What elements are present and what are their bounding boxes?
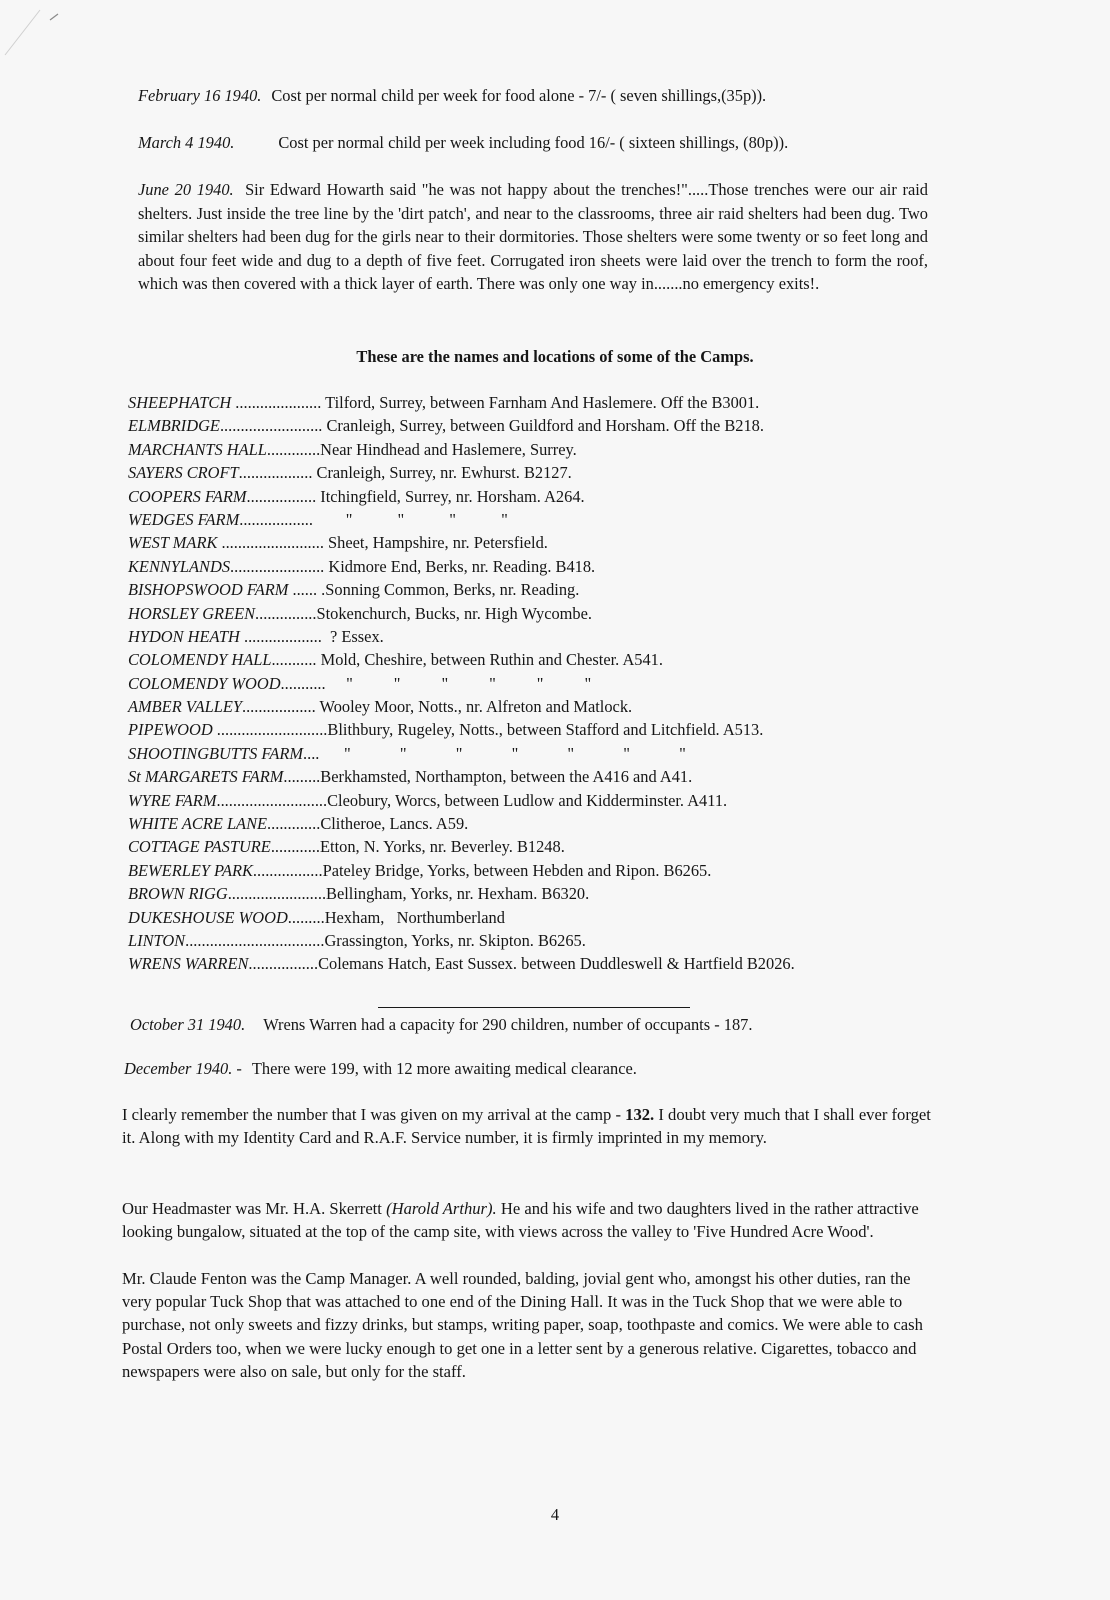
entry-date: March 4 1940.	[138, 133, 235, 152]
camp-location: .Sonning Common, Berks, nr. Reading.	[317, 580, 580, 600]
camp-location: Tilford, Surrey, between Farnham And Haslemere. Off the B3001.	[321, 393, 760, 412]
camp-leader-dots: .........................	[219, 416, 323, 436]
camp-name: HORSLEY GREEN	[128, 603, 256, 623]
camp-name: KENNYLANDS	[128, 556, 231, 576]
camp-row	[128, 416, 948, 439]
camp-location: Wooley Moor, Notts., nr. Alfreton and Matlock.	[315, 697, 633, 717]
paragraph-text: He and his wife and two daughters lived in the rather attractive looking bungalow, situated at the top of the camp site, with views across the valley to 'Five Hundred Acre Wood'.	[122, 1199, 919, 1242]
camp-name: St MARGARETS FARM	[128, 767, 284, 787]
camp-row	[128, 908, 948, 931]
camp-location: Bellingham, Yorks, nr. Hexham. B6320.	[326, 884, 590, 904]
camp-row	[128, 580, 948, 603]
camp-leader-dots: .........................	[217, 533, 324, 553]
camp-leader-dots: ..................	[239, 509, 313, 529]
camp-name: AMBER VALLEY	[128, 697, 242, 717]
camp-row	[128, 463, 948, 486]
camp-location: Near Hindhead and Haslemere, Surrey.	[320, 439, 577, 459]
camp-location: Etton, N. Yorks, nr. Beverley. B1248.	[320, 837, 565, 857]
camp-location: Grassington, Yorks, nr. Skipton. B6265.	[324, 930, 586, 950]
camp-leader-dots: .......................	[230, 556, 325, 576]
camp-leader-dots: ...........	[271, 650, 317, 670]
camp-name: WYRE FARM	[128, 790, 217, 810]
camp-name: LINTON	[128, 930, 186, 950]
camp-row	[128, 674, 948, 697]
camp-row	[128, 440, 948, 463]
camp-row	[128, 884, 948, 907]
camp-leader-dots: ............	[270, 837, 320, 857]
camp-leader-dots: ...................	[239, 626, 322, 646]
camp-location: Blithbury, Rugeley, Notts., between Stafford and Litchfield. A513.	[327, 720, 764, 740]
camp-name: WHITE ACRE LANE	[128, 814, 268, 834]
camp-location: Mold, Cheshire, between Ruthin and Chester. A541.	[316, 650, 663, 670]
camp-leader-dots: .............	[266, 439, 321, 459]
camp-name: WEST MARK	[128, 533, 218, 553]
entry-mar-1940	[138, 131, 938, 155]
camp-leader-dots: .............	[267, 814, 321, 834]
paragraph-text: Our Headmaster was Mr. H.A. Skerrett	[122, 1199, 387, 1218]
entry-text: Wrens Warren had a capacity for 290 children, number of occupants - 187.	[263, 1015, 753, 1034]
camp-name: PIPEWOOD	[128, 720, 213, 740]
camp-leader-dots: .........	[287, 907, 325, 927]
camp-row	[128, 697, 948, 720]
entry-text: Sir Edward Howarth said "he was not happy about the trenches!".....Those trenches were our air raid shelters. Just inside the tree line by the 'dirt patch', and near to the classrooms, three air raid shelters had been dug. Two similar shelters had been dug for the girls near to their dormitories. Those shelters were some twenty or so feet long and about four feet wide and dug to a depth of five feet. Corrugated iron sheets were laid over the trench to form the roof, which was then covered with a thick layer of earth. There was only one way in.......no emergency exits!.	[138, 180, 929, 293]
camp-location: Cranleigh, Surrey, nr. Ewhurst. B2127.	[312, 463, 572, 483]
camp-row	[128, 791, 948, 814]
camp-row	[128, 744, 948, 767]
camp-row	[128, 604, 948, 627]
paragraph-camp-manager: Mr. Claude Fenton was the Camp Manager. A well rounded, balding, jovial gent who, amongst his other duties, ran the very popular Tuck Shop that was attached to one end of the Dining Hall. It was in the Tuck Shop that we were able to purchase, not only sweets and fizzy drinks, but stamps, writing paper, soap, toothpaste and comics. We were able to cash Postal Orders too, when we were lucky enough to get one in a letter sent by a generous relative. Cigarettes, tobacco and newspapers were also on sale, but only for the staff.	[122, 1269, 923, 1381]
camp-name: BROWN RIGG	[128, 884, 228, 904]
camp-row	[128, 931, 948, 954]
paragraph-text: I clearly remember the number that I was given on my arrival at the camp -	[122, 1105, 626, 1124]
entry-date: February 16 1940.	[138, 86, 262, 105]
camp-row	[128, 720, 948, 743]
camp-leader-dots: ......	[288, 580, 318, 600]
camp-name: COLOMENDY WOOD	[128, 673, 281, 693]
camp-name: SAYERS CROFT	[128, 463, 239, 483]
camp-name: BISHOPSWOOD FARM	[128, 580, 289, 600]
camp-location: Itchingfield, Surrey, nr. Horsham. A264.	[316, 486, 585, 506]
camp-leader-dots: .................	[246, 486, 317, 506]
entry-text: There were 199, with 12 more awaiting medical clearance.	[251, 1059, 637, 1078]
camp-row	[128, 954, 948, 977]
camp-row	[128, 814, 948, 837]
camp-number: 132.	[625, 1105, 655, 1124]
entry-date: October 31 1940.	[130, 1015, 246, 1034]
camp-leader-dots: ...........	[280, 673, 326, 693]
camp-leader-dots: .................	[248, 954, 319, 974]
camp-location: " " " "	[313, 509, 508, 529]
camp-name: COLOMENDY HALL	[128, 650, 272, 670]
camp-leader-dots: ..................................	[185, 930, 325, 950]
camp-location: Pateley Bridge, Yorks, between Hebden and Ripon. B6265.	[322, 860, 712, 880]
camp-name: WRENS WARREN	[128, 954, 249, 974]
camp-leader-dots: ..................	[241, 697, 316, 717]
camp-row	[128, 557, 948, 580]
camp-location: Sheet, Hampshire, nr. Petersfield.	[323, 533, 548, 553]
entry-date: December 1940. -	[124, 1059, 242, 1078]
camp-name: HYDON HEATH	[128, 626, 240, 646]
camp-row	[128, 837, 948, 860]
camp-name: SHEEPHATCH	[128, 393, 232, 412]
camp-leader-dots: ...........................	[216, 790, 328, 810]
camp-name: DUKESHOUSE WOOD	[128, 907, 288, 927]
camp-leader-dots: ........................	[227, 884, 327, 904]
camps-list	[128, 393, 948, 978]
camps-heading: These are the names and locations of some of the Camps.	[356, 347, 754, 366]
entry-text: Cost per normal child per week for food alone - 7/- ( seven shillings,(35p)).	[271, 86, 767, 105]
paragraph-text: I doubt very much that I shall ever forget it. Along with my Identity Card and R.A.F. Service number, it is firmly imprinted in my memory.	[122, 1105, 931, 1148]
camp-leader-dots: ....	[303, 743, 320, 763]
paragraph-headmaster	[122, 1197, 932, 1243]
camp-name: MARCHANTS HALL	[128, 439, 267, 459]
entry-jun-1940	[138, 178, 928, 296]
camp-row	[128, 650, 948, 673]
camp-name: SHOOTINGBUTTS FARM	[128, 743, 303, 763]
camp-location: ? Essex.	[321, 626, 384, 646]
camp-row	[128, 767, 948, 790]
entry-feb-1940	[138, 84, 938, 108]
camp-leader-dots: ..................	[238, 463, 313, 483]
camp-location: Hexham, Northumberland	[324, 907, 505, 927]
camp-row	[128, 533, 948, 556]
entry-date: June 20 1940.	[138, 180, 234, 199]
camp-row	[128, 487, 948, 510]
page-number: 4	[550, 1505, 560, 1524]
camp-name: WEDGES FARM	[128, 509, 240, 529]
entry-oct-1940	[130, 1013, 930, 1037]
camp-name: ELMBRIDGE	[128, 416, 220, 436]
camp-location: Clitheroe, Lancs. A59.	[320, 814, 469, 834]
camp-location: Cleobury, Worcs, between Ludlow and Kidderminster. A411.	[327, 790, 728, 810]
camp-leader-dots: ...............	[255, 603, 317, 623]
entry-text: Cost per normal child per week including food 16/- ( sixteen shillings, (80p)).	[278, 133, 789, 152]
camp-leader-dots: .........	[283, 767, 321, 787]
camp-row	[128, 393, 948, 416]
camp-row	[128, 627, 948, 650]
camp-row	[128, 510, 948, 533]
camp-row	[128, 861, 948, 884]
camp-location: Kidmore End, Berks, nr. Reading. B418.	[324, 556, 596, 576]
camp-location: Berkhamsted, Northampton, between the A416 and A41.	[320, 767, 693, 787]
section-divider	[378, 1007, 690, 1008]
camp-leader-dots: .................	[252, 860, 323, 880]
camp-location: Colemans Hatch, East Sussex. between Duddleswell & Hartfield B2026.	[318, 954, 795, 974]
camp-name: COOPERS FARM	[128, 486, 247, 506]
camp-location: " " " " " " "	[319, 743, 686, 763]
camp-name: BEWERLEY PARK	[128, 860, 253, 880]
camp-location: Cranleigh, Surrey, between Guildford and Horsham. Off the B218.	[322, 416, 764, 436]
camp-location: " " " " " "	[325, 673, 592, 693]
paragraph-camp-number	[122, 1103, 932, 1149]
camp-leader-dots: .....................	[231, 393, 322, 412]
camp-name: COTTAGE PASTURE	[128, 837, 271, 857]
camp-leader-dots: ...........................	[212, 720, 328, 740]
headmaster-name: (Harold Arthur).	[386, 1199, 497, 1218]
camp-location: Stokenchurch, Bucks, nr. High Wycombe.	[316, 603, 592, 623]
scan-corner-mark	[0, 0, 70, 60]
entry-dec-1940	[124, 1057, 924, 1081]
